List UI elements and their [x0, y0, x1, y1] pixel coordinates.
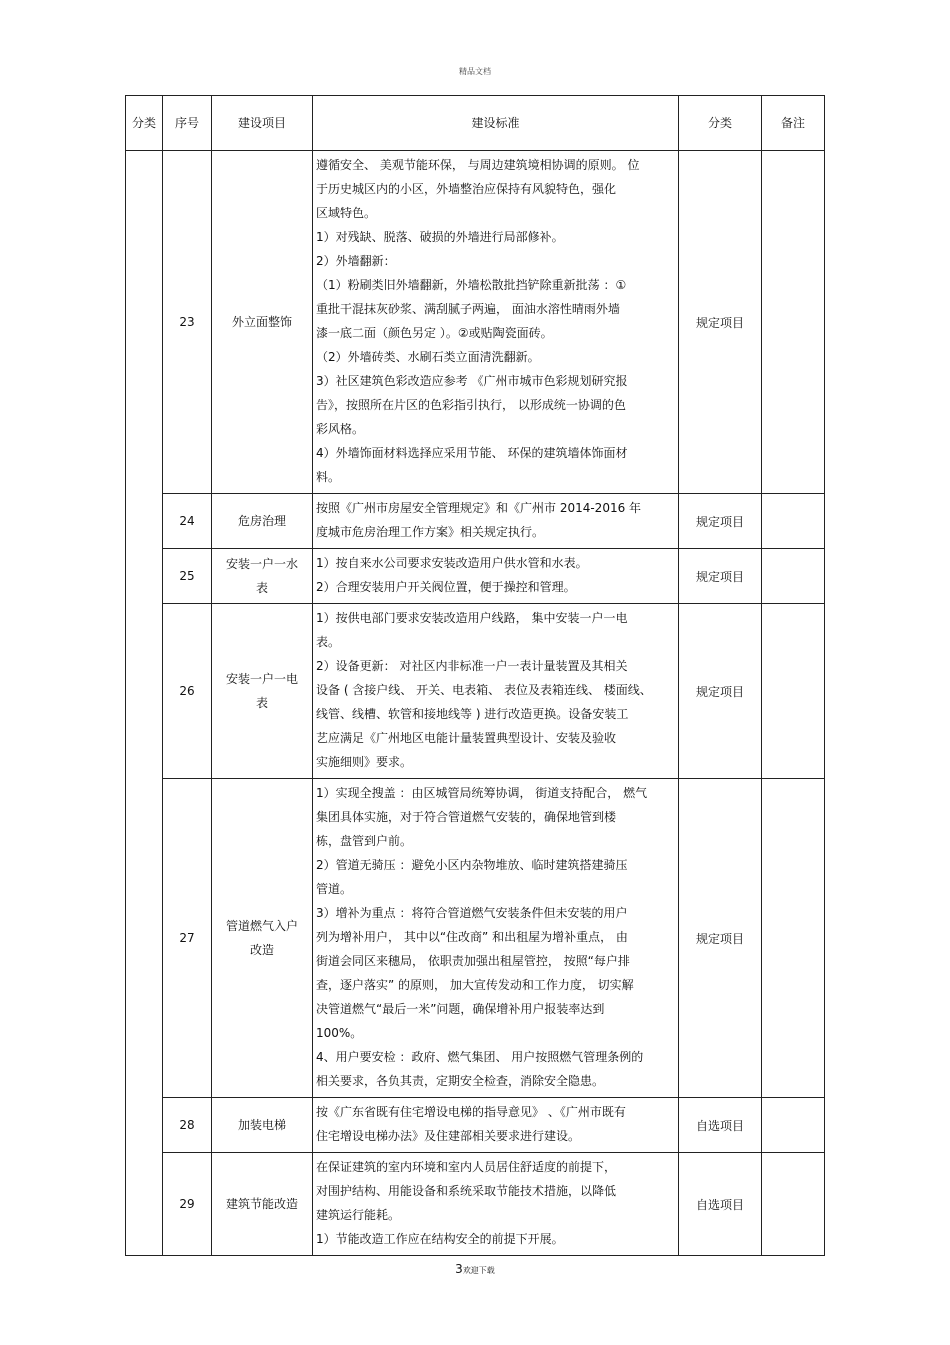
note-cell [762, 1153, 825, 1256]
header-note: 备注 [762, 96, 825, 151]
standards-table [125, 95, 825, 1256]
type-cell: 自选项目 [679, 1153, 762, 1256]
standard-line: 重批干混抹灰砂浆、满刮腻子两遍， 面油水溶性晴雨外墙 [316, 302, 620, 316]
standard-line: 在保证建筑的室内环境和室内人员居住舒适度的前提下， [316, 1160, 617, 1174]
item-cell: 安装一户一电表 [212, 604, 313, 779]
standard-line: 1）实现全搜盖 ：由区城管局统筹协调， 街道支持配合， 燃气 [316, 786, 648, 800]
table-row [126, 549, 825, 604]
standard-line: 建筑运行能耗。 [316, 1208, 401, 1222]
page-footer [0, 1262, 950, 1276]
standard-line: 彩风格。 [316, 422, 365, 436]
seq-cell: 23 [163, 151, 212, 494]
standard-line: （1）粉刷类旧外墙翻新，外墙松散批挡铲除重新批荡 ：① [316, 278, 627, 292]
header-standard: 建设标准 [313, 96, 679, 151]
standard-line: 告》，按照所在片区的色彩指引执行， 以形成统一协调的色 [316, 398, 626, 412]
item-cell: 外立面整饰 [212, 151, 313, 494]
seq-cell: 24 [163, 494, 212, 549]
seq-cell: 29 [163, 1153, 212, 1256]
standard-line: 100%。 [316, 1026, 363, 1040]
standard-line: 设备 ( 含接户线、 开关、电表箱、 表位及表箱连线、 楼面线、 [316, 683, 652, 697]
item-cell: 建筑节能改造 [212, 1153, 313, 1256]
note-cell [762, 549, 825, 604]
standard-cell [313, 1153, 679, 1256]
note-cell [762, 151, 825, 494]
seq-cell: 27 [163, 779, 212, 1098]
standard-line: 1）节能改造工作应在结构安全的前提下开展。 [316, 1232, 564, 1246]
item-cell: 安装一户一水表 [212, 549, 313, 604]
type-cell: 规定项目 [679, 494, 762, 549]
item-cell: 危房治理 [212, 494, 313, 549]
standard-line: 4）外墙饰面材料选择应采用节能、 环保的建筑墙体饰面材 [316, 446, 628, 460]
table-row [126, 494, 825, 549]
header-item: 建设项目 [212, 96, 313, 151]
seq-cell: 26 [163, 604, 212, 779]
standard-line: 实施细则》要求。 [316, 755, 413, 769]
standard-line: 2）设备更新： 对社区内非标准一户一表计量装置及其相关 [316, 659, 628, 673]
standard-line: 1）按供电部门要求安装改造用户线路， 集中安装一户一电 [316, 611, 628, 625]
standard-line: 度城市危房治理工作方案》相关规定执行。 [316, 525, 545, 539]
standard-line: 集团具体实施，对于符合管道燃气安装的，确保地管到楼 [316, 810, 617, 824]
standard-line: 相关要求，各负其责，定期安全检查，消除安全隐患。 [316, 1074, 605, 1088]
type-cell: 规定项目 [679, 151, 762, 494]
standard-line: 栋，盘管到户前。 [316, 834, 413, 848]
standard-line: 街道会同区来穗局， 依职责加强出租屋管控， 按照“每户排 [316, 954, 630, 968]
note-cell [762, 494, 825, 549]
type-cell: 规定项目 [679, 779, 762, 1098]
item-cell: 管道燃气入户改造 [212, 779, 313, 1098]
footer-text: 欢迎下载 [462, 1266, 495, 1275]
standard-line: 按《广东省既有住宅增设电梯的指导意见》 、《广州市既有 [316, 1105, 626, 1119]
table-header-row [126, 96, 825, 151]
page-number: 3 [455, 1262, 463, 1276]
standard-line: 漆一底二面（颜色另定 ）。②或贴陶瓷面砖。 [316, 326, 553, 340]
type-cell: 自选项目 [679, 1098, 762, 1153]
note-cell [762, 1098, 825, 1153]
seq-cell: 25 [163, 549, 212, 604]
standard-line: 1）按自来水公司要求安装改造用户供水管和水表。 [316, 556, 588, 570]
table-row [126, 604, 825, 779]
standard-line: 表。 [316, 635, 341, 649]
header-seq: 序号 [163, 96, 212, 151]
seq-cell: 28 [163, 1098, 212, 1153]
type-cell: 规定项目 [679, 604, 762, 779]
standard-line: 3）增补为重点 ：将符合管道燃气安装条件但未安装的用户 [316, 906, 628, 920]
standard-cell [313, 779, 679, 1098]
item-cell: 加装电梯 [212, 1098, 313, 1153]
standard-line: 料。 [316, 470, 341, 484]
header-type: 分类 [679, 96, 762, 151]
standard-line: 区域特色。 [316, 206, 377, 220]
standard-line: 2）外墙翻新： [316, 254, 396, 268]
type-cell: 规定项目 [679, 549, 762, 604]
standard-line: 遵循安全、 美观节能环保， 与周边建筑境相协调的原则。 位 [316, 158, 640, 172]
standard-line: 列为增补用户， 其中以“住改商” 和出租屋为增补重点， 由 [316, 930, 628, 944]
standard-line: 2）合理安装用户开关阀位置，便于操控和管理。 [316, 580, 576, 594]
standard-line: 决管道燃气“最后一米”问题，确保增补用户报装率达到 [316, 1002, 605, 1016]
table-row [126, 779, 825, 1098]
standard-line: 对围护结构、用能设备和系统采取节能技术措施，以降低 [316, 1184, 617, 1198]
header-category: 分类 [126, 96, 163, 151]
standard-line: （2）外墙砖类、水刷石类立面清洗翻新。 [316, 350, 540, 364]
standard-line: 查，逐户落实” 的原则， 加大宣传发动和工作力度， 切实解 [316, 978, 634, 992]
standard-line: 于历史城区内的小区，外墙整治应保持有风貌特色，强化 [316, 182, 617, 196]
table-row [126, 1098, 825, 1153]
standard-cell [313, 604, 679, 779]
category-cell [126, 151, 163, 1256]
standard-cell [313, 1098, 679, 1153]
standard-line: 1）对残缺、脱落、破损的外墙进行局部修补。 [316, 230, 564, 244]
standard-line: 按照《广州市房屋安全管理规定》和《广州市 2014-2016 年 [316, 501, 642, 515]
standard-line: 线管、线槽、软管和接地线等 ) 进行改造更换。设备安装工 [316, 707, 629, 721]
standard-line: 管道。 [316, 882, 353, 896]
standard-cell [313, 151, 679, 494]
standard-line: 4、用户要安检 ：政府、燃气集团、 用户按照燃气管理条例的 [316, 1050, 644, 1064]
standard-line: 住宅增设电梯办法》及住建部相关要求进行建设。 [316, 1129, 581, 1143]
note-cell [762, 779, 825, 1098]
standard-line: 艺应满足《广州地区电能计量装置典型设计、安装及验收 [316, 731, 617, 745]
table-row [126, 1153, 825, 1256]
table-row [126, 151, 825, 494]
standard-line: 3）社区建筑色彩改造应参考 《广州市城市色彩规划研究报 [316, 374, 628, 388]
standard-cell [313, 494, 679, 549]
note-cell [762, 604, 825, 779]
page-header: 精品文档 [459, 67, 491, 76]
standard-cell [313, 549, 679, 604]
standard-line: 2）管道无骑压 ：避免小区内杂物堆放、临时建筑搭建骑压 [316, 858, 628, 872]
